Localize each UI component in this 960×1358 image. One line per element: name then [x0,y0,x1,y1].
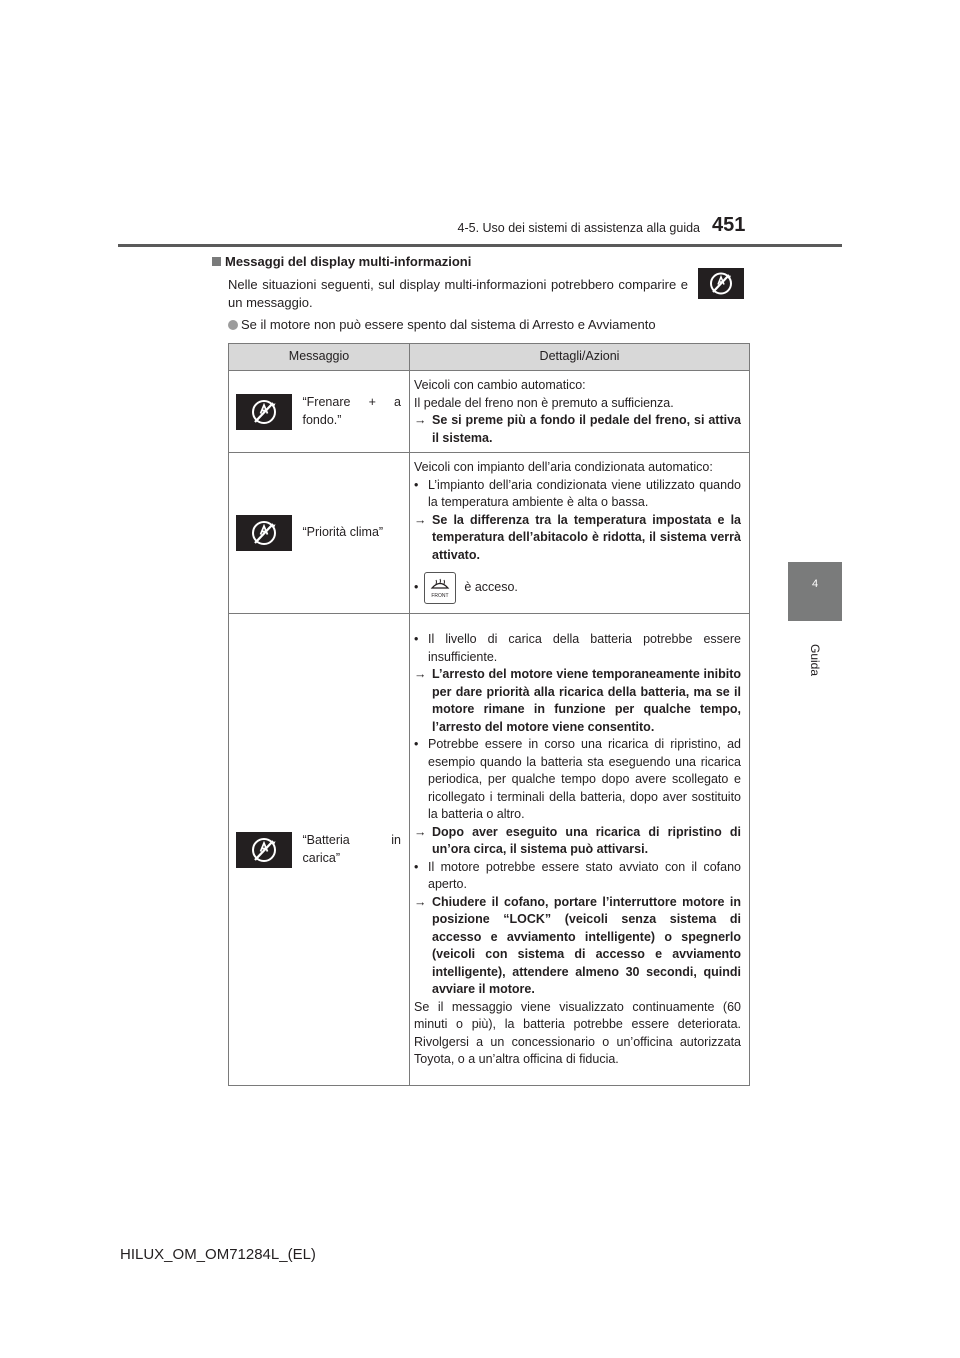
auto-start-stop-off-icon [236,515,292,551]
icon-cell [229,614,292,1086]
messages-table [228,343,750,1086]
detail-bullet-text: è acceso. [464,580,518,595]
details-cell [410,453,750,614]
front-defroster-glyph [427,576,453,600]
detail-bullet-text: Potrebbe essere in corso una ricarica di ripristino, ad esempio quando la batteria sta eseguendo una ricarica periodica, per qualche tempo dopo avere scollegato e ricollegato i terminali della batteria, dopo aver sostituito la batteria o altro. [428,737,741,822]
message-label: “Frenare + a fondo.” [292,371,410,453]
chapter-tab [788,562,842,621]
icon-cell [229,453,292,614]
detail-bullet-text: Il livello di carica della batteria potrebbe essere insufficiente. [428,632,741,664]
arrow-icon: → [414,667,427,682]
chapter-label-container [788,630,842,690]
front-label: FRONT [431,593,450,599]
bullet-item [228,317,656,332]
auto-start-stop-off-icon [236,394,292,430]
chapter-label: Guida [808,643,822,677]
action-text: Dopo aver eseguito una ricarica di ripristino di un’ora circa, il sistema può attivarsi. [432,824,741,857]
details-cell [410,614,750,1086]
section-square-icon [212,257,221,266]
action-item [414,512,741,565]
chapter-number: 4 [811,578,819,590]
table-header-row [229,344,750,371]
arrow-icon: → [414,824,427,839]
action-item [414,894,741,999]
action-item [414,412,741,447]
arrow-icon: → [414,413,427,427]
detail-line: Veicoli con cambio automatico: [414,378,586,392]
detail-bullet [414,859,741,894]
auto-start-stop-off-icon [236,832,292,868]
header-details: Dettagli/Azioni [410,344,750,371]
document-code: HILUX_OM_OM71284L_(EL) [120,1246,316,1263]
bullet-glyph: • [414,737,419,752]
bullet-text: Se il motore non può essere spento dal sistema di Arresto e Avviamento [241,317,656,332]
table-row [229,614,750,1086]
action-text: Se si preme più a fondo il pedale del freno, si attiva il sistema. [432,413,741,445]
bullet-dot-icon [228,320,238,330]
action-item [414,824,741,859]
section-intro: Nelle situazioni seguenti, sul display multi-informazioni potrebbero comparire e un messaggio. [228,277,688,310]
detail-bullet [414,477,741,512]
auto-start-stop-off-icon [698,268,744,299]
message-label: “Priorità clima” [292,453,410,614]
bullet-glyph: • [414,859,419,874]
action-text: Se la differenza tra la temperatura impostata e la temperatura dell’abitacolo è ridotta, il sistema verrà attivato. [432,512,741,562]
icon-cell [229,371,292,453]
bullet-glyph: • [414,632,419,647]
bullet-glyph: • [414,580,419,595]
message-label: “Batteria in carica” [292,614,410,1086]
details-cell [410,371,750,453]
section-title [212,254,471,269]
detail-bullet [414,736,741,824]
header-divider [118,244,842,247]
detail-line: Il pedale del freno non è premuto a sufficienza. [414,395,674,410]
action-text: L’arresto del motore viene temporaneamente inibito per dare priorità alla ricarica della batteria, ma se il motore rimane in funzione per qualche tempo, l’arresto del motore viene consentito. [432,667,741,734]
bullet-glyph: • [414,477,419,492]
detail-note: Se il messaggio viene visualizzato continuamente (60 minuti o più), la batteria potrebbe essere deteriorata. Rivolgersi a un concessionario o un’officina autorizzata Toyota, o a un’altra officina di fiducia. [414,999,741,1067]
action-item [414,666,741,736]
detail-bullet [414,572,741,604]
header-message: Messaggio [229,344,410,371]
front-defroster-icon [424,572,456,604]
action-text: Chiudere il cofano, portare l’interruttore motore in posizione “LOCK” (veicoli senza sistema di accesso e avviamento intelligente) o spegnerlo (veicoli con sistema di accesso e avviamento intelligente), attendere almeno 30 secondi, quindi avviare il motore. [432,894,741,997]
page-number: 451 [712,214,746,236]
table-row [229,453,750,614]
section-title-text: Messaggi del display multi-informazioni [225,254,472,269]
arrow-icon: → [414,512,427,527]
detail-bullet [414,631,741,666]
detail-bullet-text: Il motore potrebbe essere stato avviato con il cofano aperto. [428,859,741,892]
arrow-icon: → [414,894,427,909]
detail-line: Veicoli con impianto dell’aria condizionata automatico: [414,460,713,474]
detail-bullet-text: L’impianto dell’aria condizionata viene utilizzato quando la temperatura ambiente è alta o bassa. [428,477,741,509]
table-row [229,371,750,453]
section-header: 4-5. Uso dei sistemi di assistenza alla guida [457,221,700,235]
